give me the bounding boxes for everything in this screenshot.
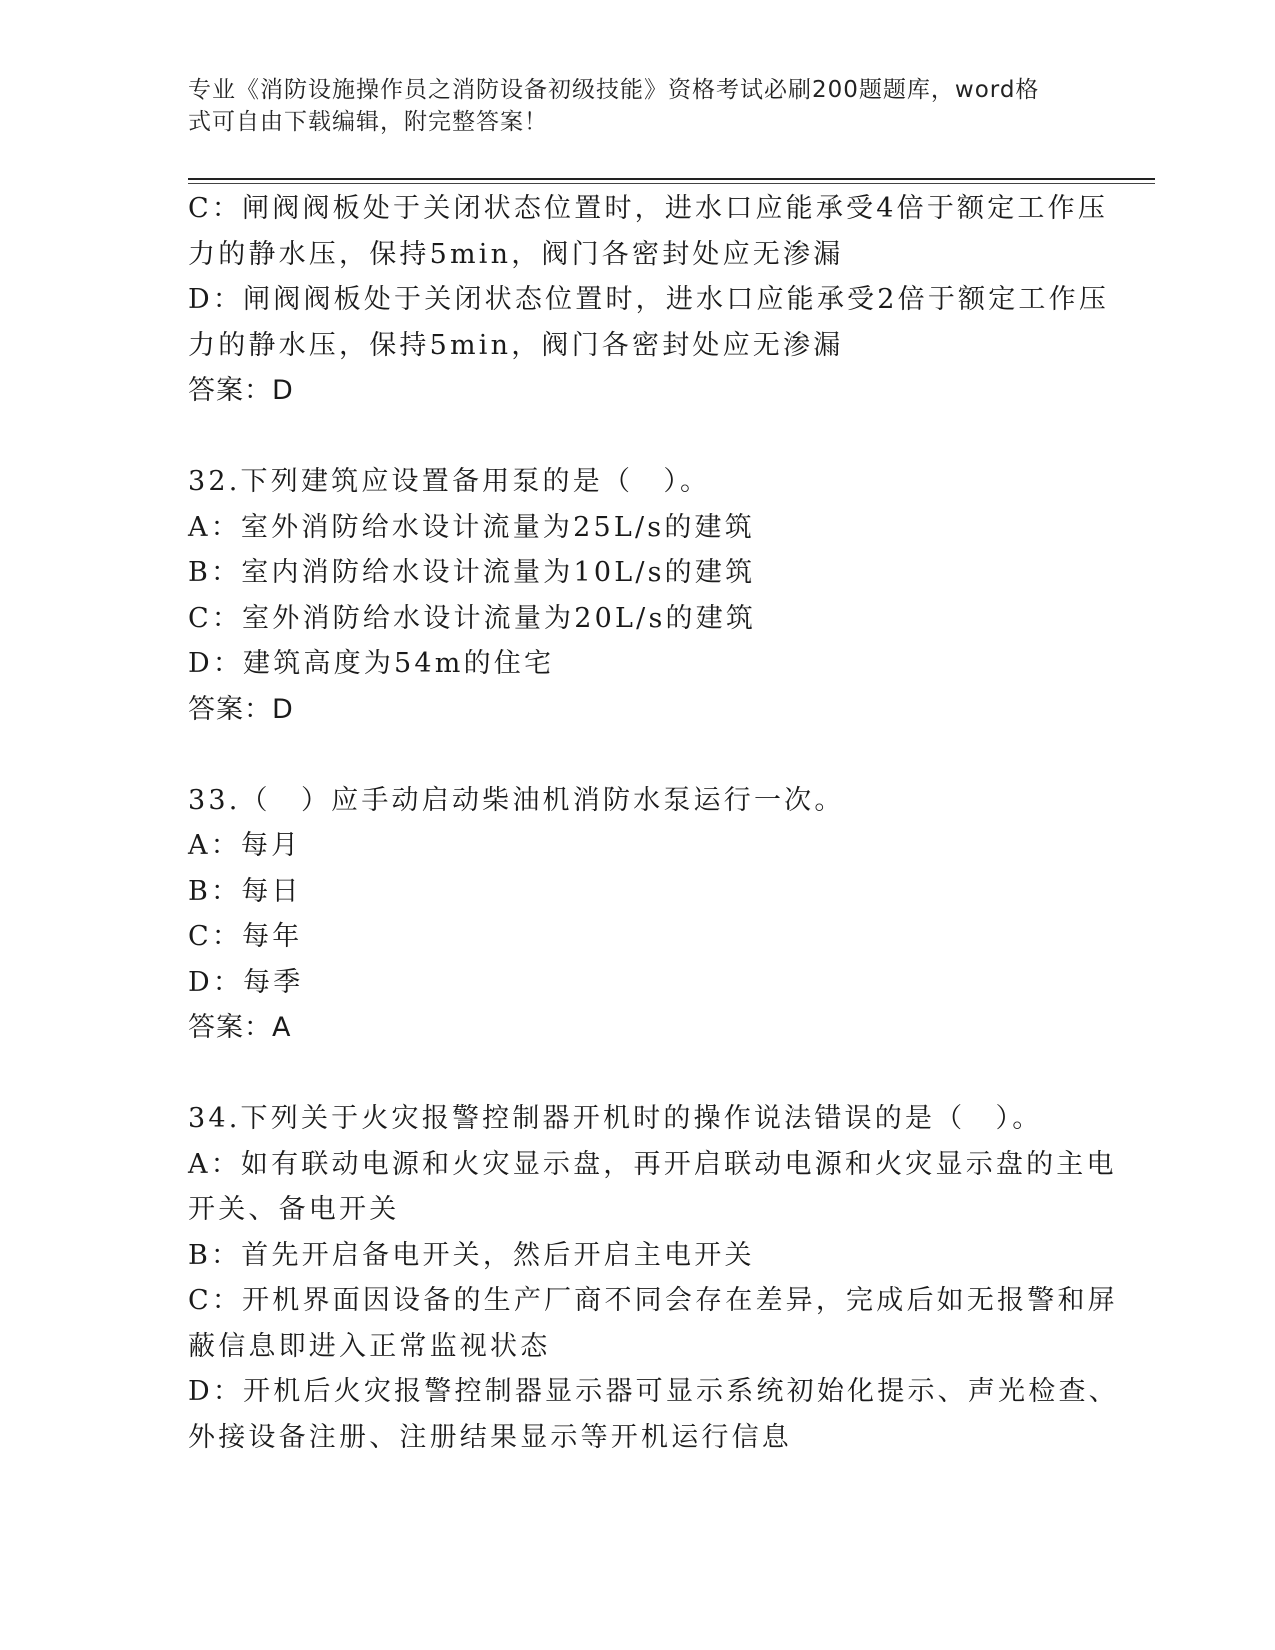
spacer — [188, 732, 1088, 778]
question-33 — [188, 778, 1088, 1051]
answer: 答案：D — [188, 693, 294, 725]
option-c-line-1: C：闸阀阀板处于关闭状态位置时，进水口应能承受4倍于额定工作压 — [188, 193, 1109, 224]
question-text: 32.下列建筑应设置备用泵的是（ ）。 — [188, 466, 711, 497]
question-34 — [188, 1096, 1119, 1460]
option-a-line-1: A：如有联动电源和火灾显示盘，再开启联动电源和火灾显示盘的主电 — [188, 1148, 1117, 1180]
question-content — [188, 186, 1119, 1460]
header-rule-thick — [188, 178, 1155, 180]
question-32 — [188, 459, 1088, 732]
option-c: C：每年 — [188, 921, 303, 952]
option-c-line-2: 力的静水压，保持5min，阀门各密封处应无渗漏 — [188, 238, 844, 270]
option-d: D：建筑高度为54m的住宅 — [188, 648, 555, 679]
option-d-line-1: D：闸阀阀板处于关闭状态位置时，进水口应能承受2倍于额定工作压 — [188, 284, 1110, 315]
question-text: 34.下列关于火灾报警控制器开机时的操作说法错误的是（ ）。 — [188, 1103, 1043, 1134]
option-d-line-2: 力的静水压，保持5min，阀门各密封处应无渗漏 — [188, 329, 844, 361]
page-header — [188, 74, 1088, 138]
option-c-line-1: C：开机界面因设备的生产厂商不同会存在差异，完成后如无报警和屏 — [188, 1285, 1118, 1316]
header-line-1: 专业《消防设施操作员之消防设备初级技能》资格考试必刷200题题库，word格 — [188, 77, 1040, 103]
option-a: A：室外消防给水设计流量为25L/s的建筑 — [188, 511, 755, 543]
option-b: B：首先开启备电开关，然后开启主电开关 — [188, 1239, 755, 1271]
option-c-line-2: 蔽信息即进入正常监视状态 — [188, 1330, 551, 1362]
question-text: 33.（ ）应手动启动柴油机消防水泵运行一次。 — [188, 784, 845, 816]
option-b: B：室内消防给水设计流量为10L/s的建筑 — [188, 557, 756, 588]
option-a-line-2: 开关、备电开关 — [188, 1194, 400, 1225]
header-line-2: 式可自由下载编辑，附完整答案！ — [188, 109, 548, 135]
question-31-continuation — [188, 186, 1110, 414]
option-a: A：每月 — [188, 830, 302, 861]
header-rule-thin — [188, 183, 1155, 184]
option-c: C：室外消防给水设计流量为20L/s的建筑 — [188, 602, 757, 634]
answer: 答案：A — [188, 1012, 292, 1043]
answer: 答案：D — [188, 375, 294, 406]
option-d: D：每季 — [188, 966, 304, 998]
option-b: B：每日 — [188, 875, 302, 907]
option-d-line-1: D：开机后火灾报警控制器显示器可显示系统初始化提示、声光检查、 — [188, 1376, 1119, 1407]
spacer — [188, 1051, 1088, 1097]
option-d-line-2: 外接设备注册、注册结果显示等开机运行信息 — [188, 1421, 792, 1453]
spacer — [188, 414, 1088, 460]
